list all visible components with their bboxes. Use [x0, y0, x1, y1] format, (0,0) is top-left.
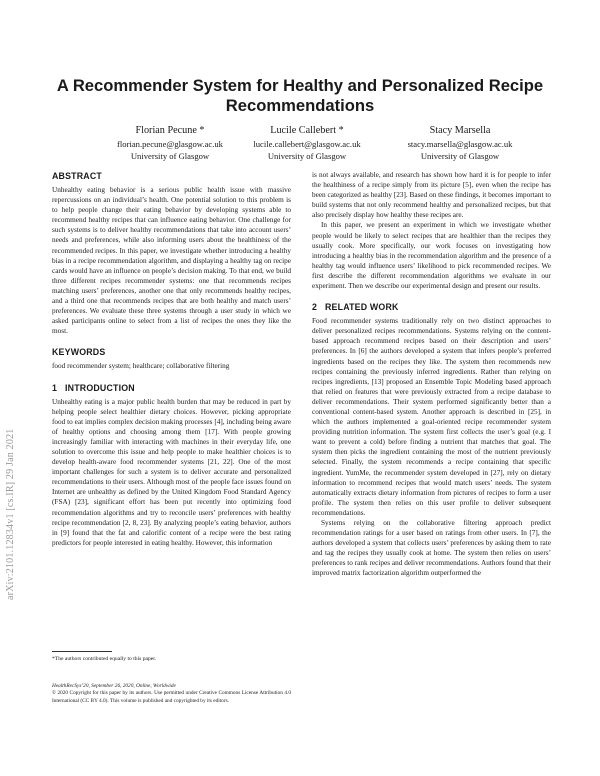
keywords-text: food recommender system; healthcare; collaborative filtering — [52, 362, 230, 371]
right-column — [312, 170, 551, 579]
left-column — [52, 170, 291, 548]
abstract-heading: ABSTRACT — [52, 171, 102, 181]
paper-title: A Recommender System for Healthy and Personalized Recipe Recommendations — [56, 76, 544, 115]
keywords-heading: KEYWORDS — [52, 347, 106, 358]
author-name: Florian Pecune * — [135, 125, 205, 136]
author-3 — [375, 124, 545, 162]
author-email: florian.pecune@glasgow.ac.uk — [117, 139, 223, 149]
abstract-text: Unhealthy eating behavior is a serious public health issue with massive repercussions on an individual’s health. One potential solution to this problem is to help people change their eating behavior by developing systems able to recommend healthy recipes that can influence eating behavior. One challenge for such systems is to deliver healthy recommendations that take into account users’ needs and preferences, while also informing users about the healthiness of the recommended recipes. In this paper, we investigate whether introducing a healthy bias in a recipe recommendation algorithm, and displaying a healthy tag on recipe cards would have an influence on people’s decision making. To that end, we build three different recipes recommender systems: one that recommends recipes matching users’ preferences, another one that only recommends healthy recipes, and a third one that recommends recipes that are both healthy and match users’ preferences. We evaluate these three systems through a user study in which we asked participants online to select from a list of recipes the ones they like the most. — [52, 186, 291, 336]
author-affiliation: University of Glasgow — [130, 151, 210, 161]
venue-line: HealthRecSys’20, September 26, 2020, Online, Worldwide — [52, 683, 176, 689]
author-2 — [222, 124, 392, 162]
footnote-rule — [52, 651, 112, 652]
section-number: 1 — [52, 382, 58, 393]
footnote: *The authors contributed equally to this paper. — [52, 656, 157, 662]
related-work-heading — [312, 301, 551, 313]
author-block — [0, 124, 600, 166]
copyright-block — [52, 683, 291, 705]
section-title: INTRODUCTION — [65, 382, 135, 393]
author-email: lucile.callebert@glasgow.ac.uk — [253, 139, 361, 149]
related-work-paragraph-1: Food recommender systems traditionally rely on two distinct approaches to deliver personalized recipes recommendations. Systems relying on the content-based approach recommend recipes based on their description and users’ preferences. In [6] the authors developed a system that infers people’s preferred ingredients based on the recipes they like. The system then recommends new recipes containing the previously inferred ingredients. Rather than relying on recipes ingredients, [13] proposed an Ensemble Topic Modeling based approach that relied on features that were previously extracted from a recipe database to deliver recommendations. Their system performed significantly better than a conventional content-based system. Another approach is described in [25], in which the authors implemented a goal-oriented recipe recommender system providing nutrition information. The system first collects the user’s goal (e.g. I want to prevent a cold) before finding a nutrient that matches that goal. The system then picks the ingredient containing the most of the nutrient previously selected. Finally, the system recommends a recipe containing that specific ingredient. YumMe, the recommender system developed in [27], rely on dietary information to recommend recipes that would match users’ needs. The system automatically extracts dietary information from pictures of recipes to form a user profile. The system then relies on this user profile to deliver subsequent recommendations. — [312, 317, 551, 517]
introduction-heading — [52, 382, 291, 394]
introduction-paragraph-1-continued: is not always available, and research has shown how hard it is for people to infer the healthiness of a recipe simply from its picture [5], even when the recipe has been categorized as healthy [23]. Based on these findings, it becomes important to build systems that not only recommend healthy and personalized recipes, but that also precisely display how healthy these recipes are. — [312, 171, 551, 220]
author-email: stacy.marsella@glasgow.ac.uk — [407, 139, 513, 149]
author-name: Stacy Marsella — [429, 125, 491, 136]
copyright-text: © 2020 Copyright for this paper by its authors. Use permitted under Creative Commons License Attribution 4.0 International (CC BY 4.0). This volume is published and copyrighted by its editors. — [52, 690, 291, 704]
section-title: RELATED WORK — [325, 302, 399, 313]
section-number: 2 — [312, 302, 318, 313]
author-affiliation: University of Glasgow — [420, 151, 500, 161]
arxiv-stamp-text: arXiv:2101.12834v1 [cs.IR] 29 Jan 2021 — [5, 428, 16, 600]
introduction-paragraph-1: Unhealthy eating is a major public health burden that may be reduced in part by helping people select healthier dietary choices. However, picking appropriate food to eat implies complex decision making processes [4], including being aware of healthy options and choosing among them [17]. With people growing increasingly familiar with interacting with machines in their everyday life, one solution to overcome this issue and help people to make healthier choices is to develop health-aware food recommender systems [21, 22]. One of the most important challenges for such a system is to deliver accurate and personalized recommendations to their users. Although most of the people face issues found on Internet are unhealthy as defined by the United Kingdom Food Standard Agency (FSA) [23], significant effort has been put recently into optimizing food recommendation algorithms and try to reconcile users’ preferences with healthy recipe recommendation [2, 8, 23]. By analyzing people’s eating behavior, authors in [9] found that the fat and calorific content of a recipe were the best rating predictors for people interested in eating healthy. However, this information — [52, 397, 291, 547]
related-work-paragraph-2: Systems relying on the collaborative filtering approach predict recommendation ratings for a user based on ratings from other users. In [7], the authors developed a system that collects users’ preferences by asking them to rate and tag the recipes they usually cook at home. The system then relies on users’ preferences to rank recipes and deliver recommendations. Authors found that their improved matrix factorization algorithm outperformed the — [312, 519, 551, 578]
arxiv-stamp — [3, 300, 17, 600]
introduction-paragraph-2: In this paper, we present an experiment in which we investigate whether people would be likely to select recipes that are healthier than the recipes they usually cook. More specifically, our work focuses on investigating how introducing a healthy bias in the recommendation algorithm and the presence of a healthy tag would influence users’ likelihood to pick recommended recipes. We first describe the different recommendation algorithms we evaluate in our experiment. Then we describe our experimental design and present our results. — [312, 221, 551, 291]
author-affiliation: University of Glasgow — [267, 151, 347, 161]
author-name: Lucile Callebert * — [270, 125, 344, 136]
